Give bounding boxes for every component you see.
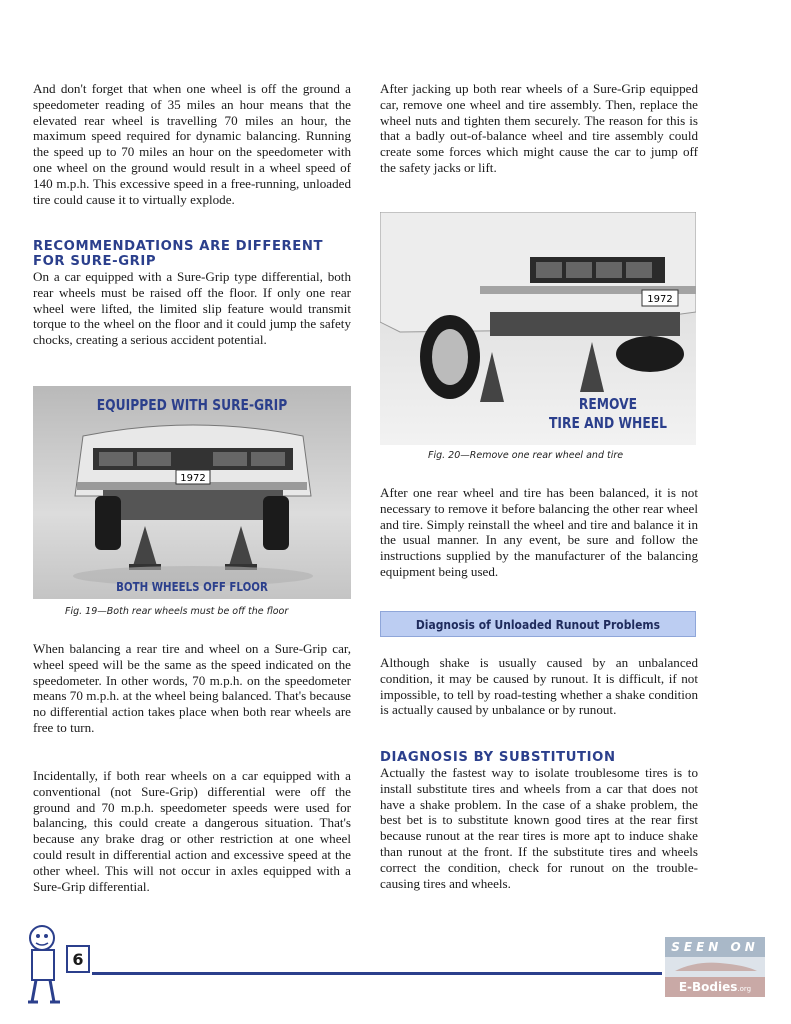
right-section: [380, 750, 698, 891]
section-banner: [380, 611, 696, 637]
figure-label-top: EQUIPPED WITH SURE-GRIP: [96, 396, 288, 414]
left-section: [33, 239, 351, 348]
paragraph: After jacking up both rear wheels of a Sure-Grip equipped car, remove one wheel and tire assembly. Then, replace the wheel nuts and tighten them securely. The reason for this is that a badly out-of-balance wheel and tire assembly could create some forces which might cause the car to jump off the safety jacks or lift.: [380, 81, 698, 175]
right-column: [380, 81, 698, 176]
right-section: [380, 655, 698, 718]
paragraph: When balancing a rear tire and wheel on a Sure-Grip car, wheel speed will be the same as the speed indicated on the speedometer. In other words, 70 m.p.h. on the speedometer means 70 m.p.h. at the wheel being balanced. That's because no differential action takes place when both rear wheels are free to turn.: [33, 641, 351, 735]
figure-label-bottom: BOTH WHEELS OFF FLOOR: [116, 579, 268, 594]
left-section: [33, 768, 351, 894]
car-rear-image: [33, 386, 351, 599]
page-number: 6: [66, 945, 90, 973]
license-plate: 1972: [647, 294, 673, 305]
section-heading: DIAGNOSIS BY SUBSTITUTION: [380, 750, 616, 765]
paragraph: Incidentally, if both rear wheels on a car equipped with a conventional (not Sure-Grip) differential were off the ground and 70 m.p.h. speedometer speeds were used for balancing, this could create a dangerous situation. That's because any brake drag or other restriction at one wheel could result in differential action and excessive speed at the other wheel. This will not occur in axles equipped with a Sure-Grip differential.: [33, 768, 351, 894]
badge-bottom-text: E-Bodies.org: [665, 977, 765, 997]
paragraph: After one rear wheel and tire has been balanced, it is not necessary to remove it before balancing the other rear wheel and tire. Simply reinstall the wheel and tire and balance it in the usual manner. In any event, be sure and follow the instructions supplied by the manufacturer of the balancing equipment being used.: [380, 485, 698, 579]
section-heading: RECOMMENDATIONS ARE DIFFERENT FOR SURE-GRIP: [33, 239, 324, 269]
banner-title: Diagnosis of Unloaded Runout Problems: [415, 616, 661, 632]
left-section: [33, 641, 351, 736]
figure-label-line2: TIRE AND WHEEL: [549, 414, 667, 432]
figure-20-photo: [380, 212, 696, 445]
license-plate: 1972: [180, 473, 206, 484]
car-silhouette-icon: [665, 957, 765, 977]
paragraph: And don't forget that when one wheel is off the ground a speedometer reading of 35 miles an hour means that the elevated rear wheel is travelling 70 miles an hour, the maximum speed required for dynamic balancing. Running the speed up to 70 miles an hour on the speedometer with one wheel on the ground would result in a wheel speed of 140 m.p.h. This excessive speed in a free-running, unloaded tire could cause it to virtually explode.: [33, 81, 351, 207]
right-section: [380, 485, 698, 580]
paragraph: Actually the fastest way to isolate troublesome tires is to install substitute tires and wheels from a car that does not have a shake problem. In the case of a shake problem, the best bet is to substitute known good tires at the rear first because runout at the rear tires is more apt to induce shake than runout at the front. If the substitute tires and wheels correct the condition, check for runout on the trouble-causing tires and wheels.: [380, 765, 698, 891]
figure-19-photo: [33, 386, 351, 599]
footer-rule: [92, 972, 662, 975]
figure-label-line1: REMOVE: [578, 395, 638, 413]
left-column: [33, 81, 351, 207]
figure-19-caption: Fig. 19—Both rear wheels must be off the floor: [65, 606, 289, 617]
paragraph: On a car equipped with a Sure-Grip type differential, both rear wheels must be raised off the floor. If only one rear wheel were lifted, the limited slip feature would transmit torque to the wheel on the floor and it could jump the safety chocks, creating a serious accident potential.: [33, 269, 351, 348]
paragraph: Although shake is usually caused by an unbalanced condition, it may be caused by runout. It is difficult, if not impossible, to tell by road-testing whether a shake condition is actually caused by unbalance or by runout.: [380, 655, 698, 718]
badge-top-text: SEEN ON: [665, 937, 765, 957]
watermark-badge: [665, 937, 765, 997]
figure-20-caption: Fig. 20—Remove one rear wheel and tire: [428, 450, 624, 461]
